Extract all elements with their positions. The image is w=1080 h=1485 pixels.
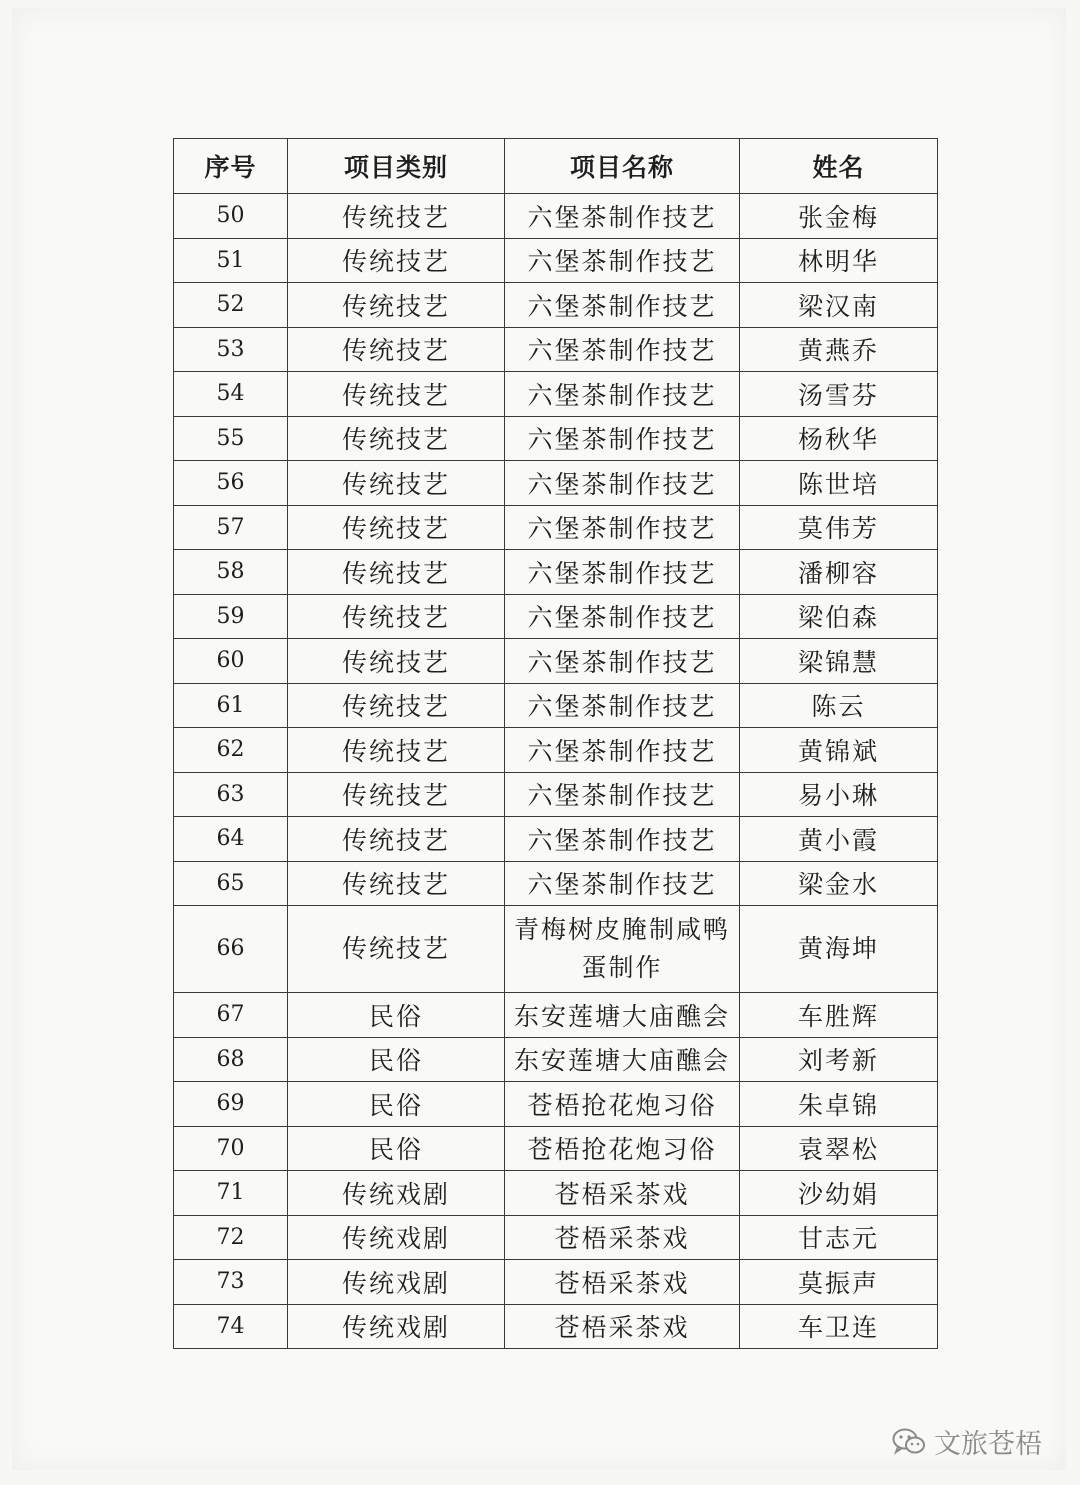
- cell-category: 传统技艺: [288, 238, 505, 283]
- cell-name: 沙幼娟: [740, 1171, 938, 1216]
- table-row: [174, 1171, 938, 1216]
- cell-name: 陈云: [740, 683, 938, 728]
- table-row: [174, 1304, 938, 1349]
- table-row: [174, 1215, 938, 1260]
- cell-number: 67: [174, 993, 288, 1038]
- header-project: 项目名称: [505, 139, 740, 194]
- cell-number: 60: [174, 639, 288, 684]
- table-row: [174, 1126, 938, 1171]
- cell-number: 64: [174, 817, 288, 862]
- table-row: [174, 1082, 938, 1127]
- cell-name: 易小琳: [740, 772, 938, 817]
- cell-number: 59: [174, 594, 288, 639]
- cell-name: 张金梅: [740, 194, 938, 239]
- cell-number: 61: [174, 683, 288, 728]
- cell-project-line: 蛋制作: [581, 953, 663, 982]
- cell-category: 传统技艺: [288, 194, 505, 239]
- cell-number: 55: [174, 416, 288, 461]
- cell-category: 传统戏剧: [288, 1215, 505, 1260]
- cell-category: 传统戏剧: [288, 1171, 505, 1216]
- cell-project: 六堡茶制作技艺: [505, 461, 740, 506]
- cell-project: 苍梧采茶戏: [505, 1260, 740, 1305]
- table-header-row: [174, 139, 938, 194]
- cell-project: 六堡茶制作技艺: [505, 594, 740, 639]
- cell-category: 民俗: [288, 1082, 505, 1127]
- table-row: [174, 1037, 938, 1082]
- cell-project: 六堡茶制作技艺: [505, 550, 740, 595]
- table-row: [174, 505, 938, 550]
- cell-number: 54: [174, 372, 288, 417]
- cell-category: 传统技艺: [288, 683, 505, 728]
- cell-project: 苍梧采茶戏: [505, 1215, 740, 1260]
- table-row: [174, 461, 938, 506]
- cell-project: 六堡茶制作技艺: [505, 683, 740, 728]
- cell-category: 传统技艺: [288, 861, 505, 906]
- cell-number: 52: [174, 283, 288, 328]
- cell-category: 传统技艺: [288, 772, 505, 817]
- header-category: 项目类别: [288, 139, 505, 194]
- table-row: [174, 728, 938, 773]
- cell-project: 东安莲塘大庙醮会: [505, 1037, 740, 1082]
- cell-name: 袁翠松: [740, 1126, 938, 1171]
- cell-number: 63: [174, 772, 288, 817]
- cell-project: 六堡茶制作技艺: [505, 772, 740, 817]
- cell-number: 56: [174, 461, 288, 506]
- cell-category: 传统技艺: [288, 461, 505, 506]
- cell-category: 传统技艺: [288, 327, 505, 372]
- cell-number: 57: [174, 505, 288, 550]
- cell-number: 73: [174, 1260, 288, 1305]
- table-row: [174, 372, 938, 417]
- cell-number: 68: [174, 1037, 288, 1082]
- wechat-icon: [892, 1428, 926, 1456]
- cell-project: 六堡茶制作技艺: [505, 194, 740, 239]
- cell-name: 潘柳容: [740, 550, 938, 595]
- header-number: 序号: [174, 139, 288, 194]
- cell-name: 车卫连: [740, 1304, 938, 1349]
- cell-name: 黄小霞: [740, 817, 938, 862]
- cell-category: 传统技艺: [288, 550, 505, 595]
- table-row: [174, 993, 938, 1038]
- cell-name: 汤雪芬: [740, 372, 938, 417]
- cell-project: 六堡茶制作技艺: [505, 416, 740, 461]
- cell-number: 51: [174, 238, 288, 283]
- cell-number: 50: [174, 194, 288, 239]
- cell-name: 陈世培: [740, 461, 938, 506]
- cell-project: 六堡茶制作技艺: [505, 238, 740, 283]
- cell-project: 六堡茶制作技艺: [505, 861, 740, 906]
- table-row: [174, 594, 938, 639]
- inheritor-table: [173, 138, 938, 1349]
- cell-number: 69: [174, 1082, 288, 1127]
- cell-name: 黄海坤: [740, 906, 938, 993]
- watermark-text: 文旅苍梧: [934, 1429, 1042, 1460]
- cell-name: 杨秋华: [740, 416, 938, 461]
- cell-category: 民俗: [288, 1037, 505, 1082]
- table-row: [174, 283, 938, 328]
- cell-name: 莫伟芳: [740, 505, 938, 550]
- cell-project: 六堡茶制作技艺: [505, 639, 740, 684]
- table-row: [174, 416, 938, 461]
- cell-name: 车胜辉: [740, 993, 938, 1038]
- table-row: [174, 817, 938, 862]
- table-row: [174, 327, 938, 372]
- cell-project: 苍梧采茶戏: [505, 1304, 740, 1349]
- cell-category: 传统技艺: [288, 416, 505, 461]
- cell-name: 刘考新: [740, 1037, 938, 1082]
- cell-number: 74: [174, 1304, 288, 1349]
- cell-number: 53: [174, 327, 288, 372]
- table-row: [174, 550, 938, 595]
- cell-number: 70: [174, 1126, 288, 1171]
- table-row: [174, 238, 938, 283]
- header-name: 姓名: [740, 139, 938, 194]
- cell-project: 六堡茶制作技艺: [505, 327, 740, 372]
- cell-project: 苍梧抢花炮习俗: [505, 1126, 740, 1171]
- cell-category: 传统技艺: [288, 906, 505, 993]
- cell-project: [505, 906, 740, 993]
- table-row: [174, 906, 938, 993]
- table-row: [174, 194, 938, 239]
- cell-category: 传统技艺: [288, 372, 505, 417]
- cell-name: 甘志元: [740, 1215, 938, 1260]
- cell-category: 传统技艺: [288, 817, 505, 862]
- cell-category: 传统戏剧: [288, 1304, 505, 1349]
- cell-category: 传统戏剧: [288, 1260, 505, 1305]
- table-row: [174, 639, 938, 684]
- cell-name: 黄锦斌: [740, 728, 938, 773]
- cell-name: 朱卓锦: [740, 1082, 938, 1127]
- cell-name: 莫振声: [740, 1260, 938, 1305]
- cell-number: 71: [174, 1171, 288, 1216]
- cell-category: 传统技艺: [288, 728, 505, 773]
- cell-category: 民俗: [288, 993, 505, 1038]
- cell-project: 六堡茶制作技艺: [505, 728, 740, 773]
- cell-name: 梁锦慧: [740, 639, 938, 684]
- cell-project: 六堡茶制作技艺: [505, 817, 740, 862]
- cell-name: 梁金水: [740, 861, 938, 906]
- cell-name: 黄燕乔: [740, 327, 938, 372]
- cell-project: 东安莲塘大庙醮会: [505, 993, 740, 1038]
- cell-category: 传统技艺: [288, 283, 505, 328]
- cell-category: 民俗: [288, 1126, 505, 1171]
- cell-category: 传统技艺: [288, 639, 505, 684]
- cell-number: 72: [174, 1215, 288, 1260]
- cell-number: 66: [174, 906, 288, 993]
- cell-category: 传统技艺: [288, 594, 505, 639]
- table-row: [174, 861, 938, 906]
- account-watermark: [892, 1422, 1042, 1461]
- table-row: [174, 772, 938, 817]
- cell-name: 梁汉南: [740, 283, 938, 328]
- cell-number: 62: [174, 728, 288, 773]
- cell-project: 六堡茶制作技艺: [505, 505, 740, 550]
- cell-project: 苍梧抢花炮习俗: [505, 1082, 740, 1127]
- cell-number: 58: [174, 550, 288, 595]
- table-row: [174, 683, 938, 728]
- cell-project: 六堡茶制作技艺: [505, 283, 740, 328]
- cell-project: 六堡茶制作技艺: [505, 372, 740, 417]
- cell-name: 林明华: [740, 238, 938, 283]
- cell-category: 传统技艺: [288, 505, 505, 550]
- cell-number: 65: [174, 861, 288, 906]
- cell-project-line: 青梅树皮腌制咸鸭: [513, 915, 730, 944]
- cell-project: 苍梧采茶戏: [505, 1171, 740, 1216]
- cell-name: 梁伯森: [740, 594, 938, 639]
- table-row: [174, 1260, 938, 1305]
